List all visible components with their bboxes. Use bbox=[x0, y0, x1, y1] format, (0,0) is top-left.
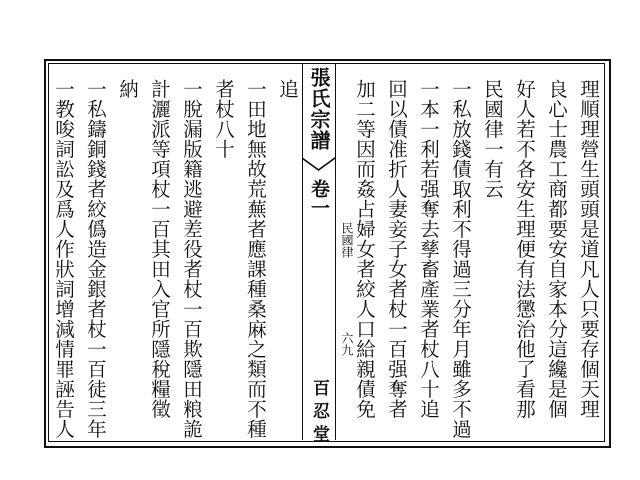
text-column-r8: 加二等因而姦占婦女者絞人口給親債免 bbox=[353, 79, 376, 419]
text-column-l8: 一教唆詞訟及爲人作狀詞增減情罪誣告人 bbox=[52, 79, 75, 439]
book-title: 張氏宗譜 bbox=[307, 67, 331, 151]
text-column-r1: 理順理營生頭頭是道凡人只要存個天理 bbox=[577, 79, 600, 419]
volume-label: 卷一 bbox=[308, 179, 330, 217]
text-column-l3: 者杖八十 bbox=[212, 79, 235, 159]
text-column-l7: 一私鑄銅錢者絞僞造金銀者杖一百徒三年 bbox=[84, 79, 107, 439]
text-column-r2: 良心士農工商都要安自家本分這纔是個 bbox=[545, 79, 568, 419]
page-number: 六九 bbox=[340, 332, 354, 356]
text-column-r3: 好人若不各安生理便有法懲治他了看那 bbox=[513, 79, 536, 419]
text-column-l5: 計灑派等項杖一百其田入官所隱稅糧徵 bbox=[148, 79, 171, 419]
fish-tail-mark-upper bbox=[302, 157, 335, 171]
center-column-right-rule bbox=[335, 63, 336, 440]
text-column-r5: 一私放錢債取利不得過三分年月雖多不過 bbox=[449, 79, 472, 439]
text-column-l2: 一田地無故荒蕪者應課種桑麻之類而不種 bbox=[244, 79, 267, 439]
text-column-r7: 回以債准折人妻妾子女者杖一百强奪者 bbox=[385, 79, 408, 419]
center-gutter bbox=[302, 63, 335, 448]
studio-name: 百忍堂 bbox=[309, 379, 329, 448]
text-column-r6: 一本一利若强奪去孳畜產業者杖八十追 bbox=[417, 79, 440, 419]
text-column-l6: 納 bbox=[116, 79, 139, 99]
text-column-l1: 追 bbox=[276, 79, 299, 99]
text-column-l4: 一脫漏版籍逃避差役者杖一百欺隱田粮詭 bbox=[180, 79, 203, 439]
section-name: 民國律 bbox=[340, 222, 354, 258]
text-column-r4: 民國律一有云 bbox=[481, 79, 504, 199]
